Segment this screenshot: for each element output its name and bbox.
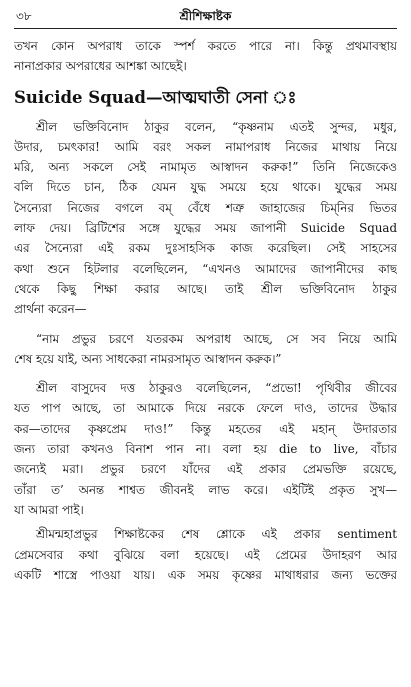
page-header: [14, 6, 397, 29]
text-line: তাঁরা ত’ অনন্ত শাশ্বত জীবনই লাভ করে। এইটিই প্রকৃত সুখ—: [14, 482, 397, 497]
text-line: শেষ হয়ে যাই, অন্য সাধকেরা নামরসামৃত আস্বাদন করুক।”: [14, 351, 282, 366]
text-line: লাফ দেয়। ব্রিটিশের সঙ্গে যুদ্ধের সময় জাপানী Suicide Squad: [14, 221, 397, 236]
text-line: প্রার্থনা করেন—: [14, 302, 87, 317]
paragraph-2: [14, 378, 397, 520]
text-line: প্রেমসেবার কথা বুঝিয়ে বলা হয়েছে। এই প্রেমের উদাহরণ আর: [14, 547, 397, 562]
text-line: নানাপ্রকার অপরাধের আশঙ্কা আছেই।: [14, 59, 187, 74]
text-line: একটি শাস্ত্রে পাওয়া যায়। এক সময় কৃষ্ণের মাথাধরার জন্য ভক্তের: [14, 567, 397, 582]
text-line: থেকে কিছু শিক্ষা করার আছে। তাই শ্রীল ভক্তিবিনোদ ঠাকুর: [14, 281, 397, 296]
intro-paragraph: [14, 36, 397, 77]
page-body: [14, 36, 397, 585]
page-number: ৩৮: [16, 9, 32, 23]
text-line: শ্রীমন্মহাপ্রভুর শিক্ষাষ্টকের শেষ শ্লোকে এই প্রকার sentiment: [36, 527, 397, 542]
text-line: উদার, চমৎকার! আমি বরং সকল নামাপরাধ নিজের মাথায় নিয়ে: [14, 139, 397, 154]
text-line: জন্যেই মরা। প্রভুর চরণে যাঁদের এই প্রকার প্রেমভক্তি রয়েছে,: [14, 462, 397, 477]
text-line: বলি দিতে চান, ঠিক যেমন যুদ্ধ সময়ে হয়ে থাকে। যুদ্ধের সময়: [14, 180, 397, 195]
text-line: যা আমরা পাই।: [14, 502, 84, 517]
text-line: শ্রীল ভক্তিবিনোদ ঠাকুর বলেন, “কৃষ্ণনাম এতই সুন্দর, মধুর,: [36, 119, 397, 134]
paragraph-1: [14, 117, 397, 320]
paragraph-3: [14, 524, 397, 585]
section-heading: Suicide Squad—আত্মঘাতী সেনা ঃ: [14, 87, 297, 107]
running-title: শ্রীশিক্ষাষ্টক: [179, 9, 232, 23]
text-line: তখন কোন অপরাধ তাকে স্পর্শ করতে পারে না। কিন্তু প্রথমাবস্থায়: [14, 39, 397, 53]
text-line: জন্য তারা কখনও বিনাশ পান না। বলা হয় die to live, বাঁচার: [14, 442, 397, 457]
text-line: কর—তাদের কৃষ্ণপ্রেম দাও!” কিন্তু মহতের এই মহান্ উদারতার: [14, 421, 397, 436]
text-line: যত পাপ আছে, তা আমাকে দিয়ে নরকে ফেলে দাও, তাদের উদ্ধার: [14, 401, 397, 416]
text-line: এর সৈন্যেরা এই রকম দুঃসাহসিক কাজ করেছিল। সেই সাহসের: [14, 241, 397, 256]
text-line: কথা শুনে হিটলার বলেছিলেন, “এখনও আমাদের জাপানীদের কাছ: [14, 261, 397, 276]
text-line: মরি, অন্য সকলে সেই নামামৃত আস্বাদন করুক!” তিনি নিজেকেও: [14, 160, 397, 175]
block-quote: [14, 329, 397, 370]
text-line: “নাম প্রভুর চরণে যতরকম অপরাধ আছে, সে সব নিয়ে আমি: [36, 331, 397, 346]
text-line: সৈন্যেরা নিজের বগলে বম্ বেঁধে শত্রু জাহাজের চিম্‌নির ভিতর: [14, 200, 397, 215]
text-line: শ্রীল বাসুদেব দত্ত ঠাকুরও বলেছিলেন, “প্রভো! পৃথিবীর জীবের: [36, 381, 397, 396]
